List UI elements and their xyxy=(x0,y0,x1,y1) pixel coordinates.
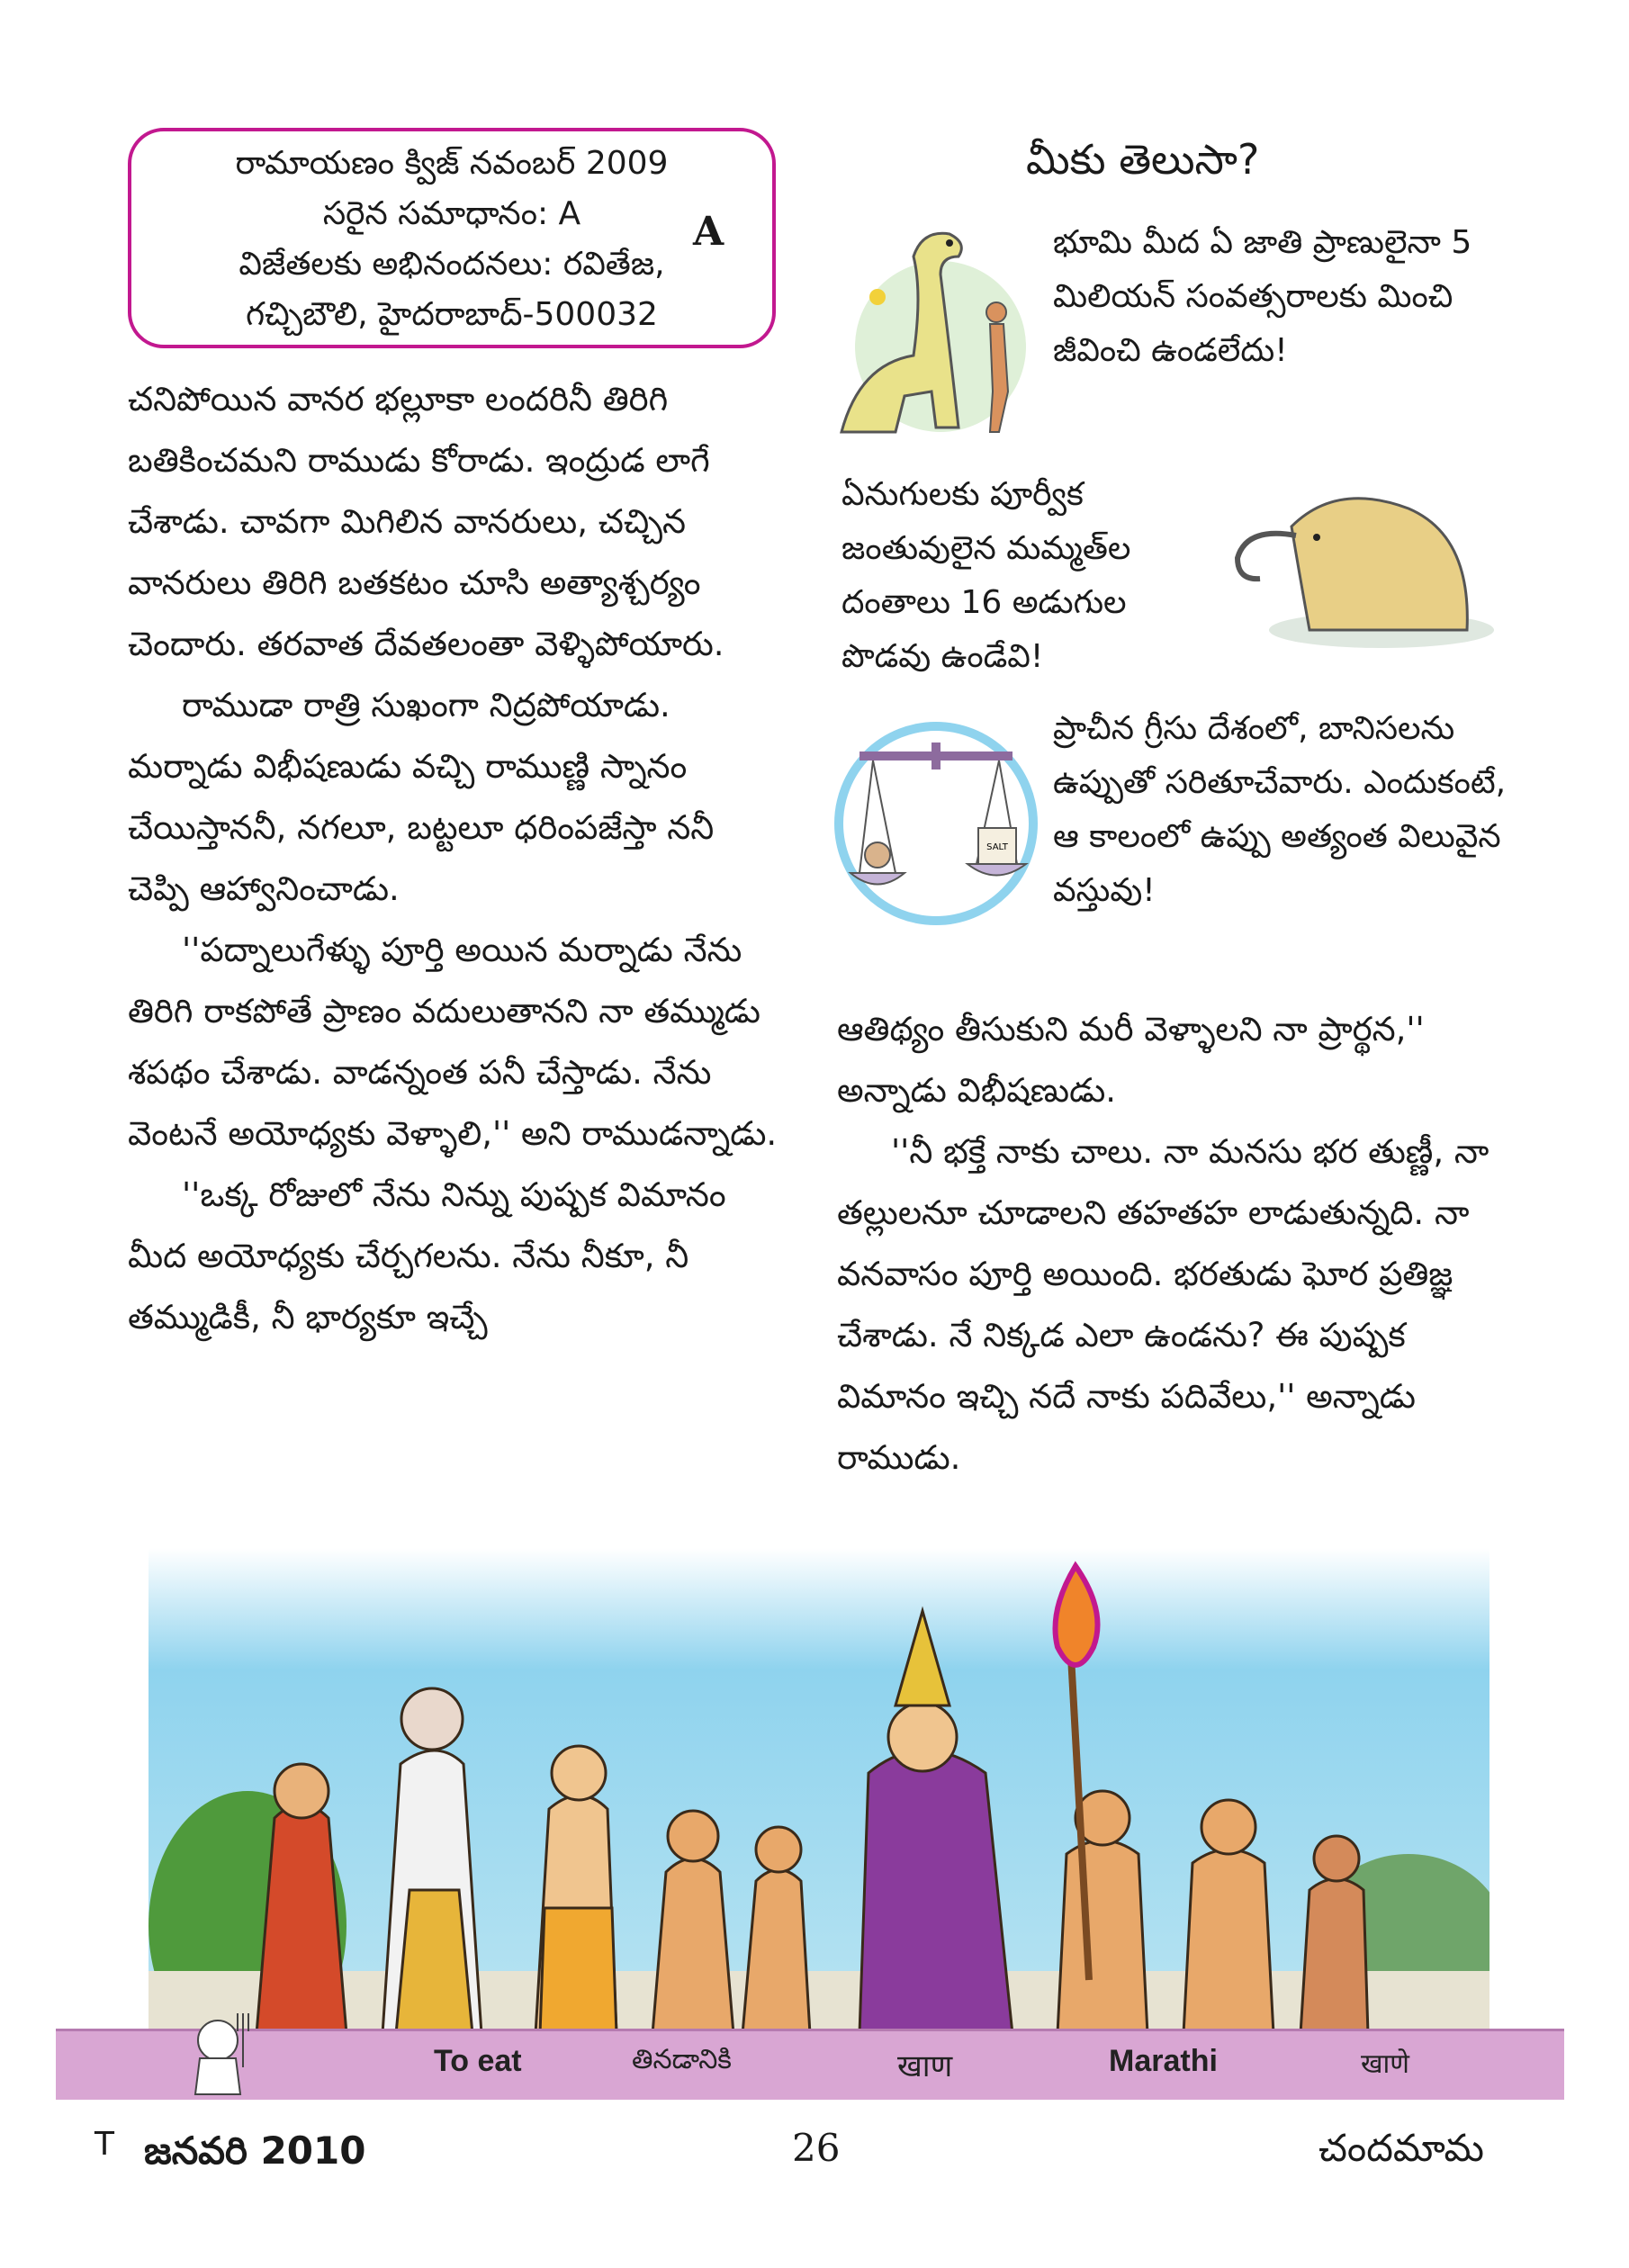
rama-vibhishana-illustration xyxy=(148,1548,1490,2034)
fact-dinosaur: భూమి మీద ఏ జాతి ప్రాణులైనా 5 మిలియన్ సంవత్సరాలకు మించి జీవించి ఉండలేదు! xyxy=(1053,224,1472,369)
story-paragraph: చనిపోయిన వానర భల్లూకా లందరినీ తిరిగి బతికించమని రాముడు కోరాడు. ఇంద్రుడ లాగే చేశాడు. చావగా మిగిలిన వానరులు, చచ్చిన వానరులు తిరిగి బతకటం చూసి అత్యాశ్చర్యం చెందారు. తరవాత దేవతలంతా వెళ్ళిపోయారు. xyxy=(128,380,724,663)
quiz-title: రామాయణం క్విజ్ నవంబర్ 2009 xyxy=(235,145,669,182)
story-paragraph: ఆతిథ్యం తీసుకుని మరీ వెళ్ళాలని నా ప్రార్థన,'' అన్నాడు విభీషణుడు. xyxy=(837,1010,1425,1110)
footer-letter: T xyxy=(94,2126,114,2163)
scale-illustration xyxy=(832,720,1040,927)
mammoth-illustration xyxy=(1210,472,1498,652)
strip-marathi-word: खाणे xyxy=(1361,2048,1409,2080)
fact-salt: ప్రాచీన గ్రీసు దేశంలో, బానిసలను ఉప్పుతో సరితూచేవారు. ఎందుకంటే, ఆ కాలంలో ఉప్పు అత్యంత విలువైన వస్తువు! xyxy=(1053,710,1507,909)
quiz-answer-mark: A xyxy=(693,209,724,255)
story-left-column xyxy=(128,369,785,1348)
quiz-winners: విజేతలకు అభినందనలు: రవితేజ, xyxy=(238,246,665,283)
story-paragraph: ''ఒక్క రోజులో నేను నిన్ను పుష్పక విమానం మీద అయోధ్యకు చేర్చగలను. నేను నీకూ, నీ తమ్ముడికీ, నీ భార్యకూ ఇచ్చే xyxy=(128,1175,726,1336)
word-strip xyxy=(56,2029,1564,2100)
story-paragraph: రాముడా రాత్రి సుఖంగా నిద్రపోయాడు. మర్నాడు విభీషణుడు వచ్చి రాముణ్ణి స్నానం చేయిస్తాననీ, నగలూ, బట్టలూ ధరింపజేస్తా ననీ చెప్పి ఆహ్వానించాడు. xyxy=(128,686,715,908)
quiz-result-box xyxy=(128,128,776,348)
strip-hindi-word: खाण xyxy=(897,2048,953,2084)
child-eating-icon xyxy=(173,2004,263,2098)
story-paragraph: ''నీ భక్తే నాకు చాలు. నా మనసు భర తుణ్ణీ, నా తల్లులనూ చూడాలని తహతహ లాడుతున్నది. నా వనవాసం పూర్తి అయింది. భరతుడు ఘోర ప్రతిజ్ఞ చేశాడు. నే నిక్కడ ఎలా ఉండను? ఈ పుష్పక విమానం ఇచ్చి నదే నాకు పదివేలు,'' అన్నాడు రాముడు. xyxy=(837,1132,1490,1477)
salt-label: SALT xyxy=(986,842,1008,852)
fact-mammoth: ఏనుగులకు పూర్వీక జంతువులైన మమ్మత్‌ల దంతాలు 16 అడుగుల పొడవు ఉండేవి! xyxy=(842,476,1131,675)
strip-telugu-word: తినడానికి xyxy=(632,2044,732,2075)
story-right-column xyxy=(837,999,1508,1489)
did-you-know-title: మీకు తెలుసా? xyxy=(1026,135,1260,184)
quiz-winner-address: గచ్చిబౌలి, హైదరాబాద్-500032 xyxy=(246,296,658,333)
page-number: 26 xyxy=(792,2126,841,2170)
strip-language-name: Marathi xyxy=(1109,2044,1218,2078)
dinosaur-illustration xyxy=(824,212,1040,446)
footer-issue-date: జనవరి 2010 xyxy=(144,2128,366,2173)
story-paragraph: ''పద్నాలుగేళ్ళు పూర్తి అయిన మర్నాడు నేను తిరిగి రాకపోతే ప్రాణం వదులుతానని నా తమ్ముడు శపథం చేశాడు. వాడన్నంత పనీ చేస్తాడు. నేను వెంటనే అయోధ్యకు వెళ్ళాలి,'' అని రాముడన్నాడు. xyxy=(128,931,778,1153)
strip-english-word: To eat xyxy=(434,2044,522,2078)
magazine-name: చందమామ xyxy=(1318,2126,1484,2170)
quiz-answer: సరైన సమాధానం: A xyxy=(322,195,581,232)
